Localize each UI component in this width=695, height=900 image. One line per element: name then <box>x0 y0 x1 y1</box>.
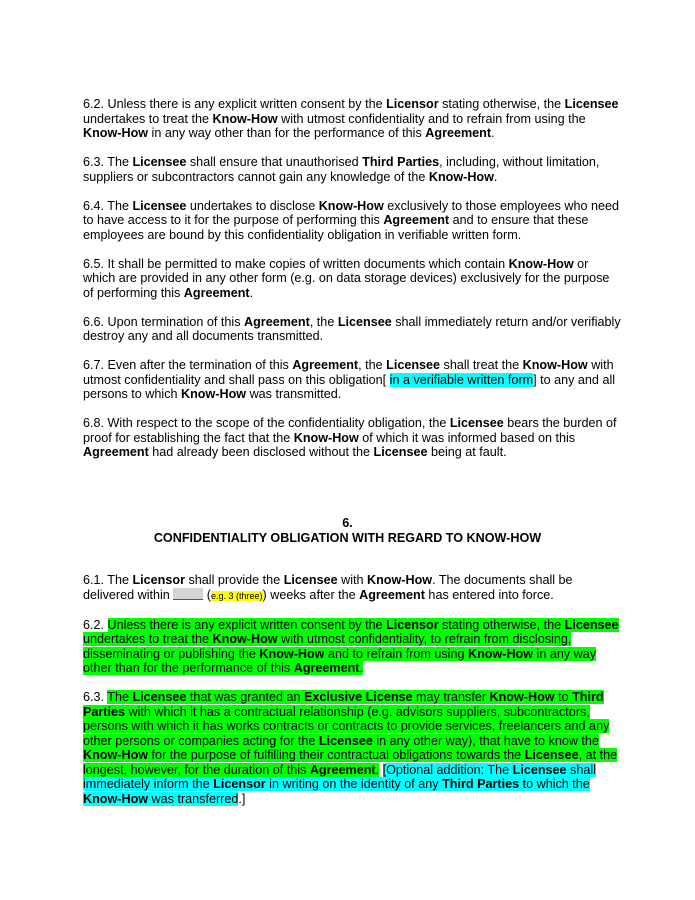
defined-term: Licensee <box>373 445 428 459</box>
text-run: 6.3. <box>83 690 108 704</box>
section-title: CONFIDENTIALITY OBLIGATION WITH REGARD TO KNOW-HOW <box>153 531 542 545</box>
text-run: and to ensure that these employees are bound by this confidentiality obligation in verifiable written form. <box>83 213 589 242</box>
clause-paragraph <box>83 315 623 344</box>
green-highlight-term: Know-How <box>83 748 149 762</box>
defined-term: Know-How <box>367 573 433 587</box>
green-highlight-term: Know-How <box>467 646 534 661</box>
defined-term: Licensee <box>386 358 441 372</box>
green-highlight-text: undertakes to treat the <box>83 632 213 646</box>
defined-term: Know-How <box>293 430 359 445</box>
cyan-highlight-term: Third Parties <box>442 777 520 791</box>
defined-term: Agreement <box>83 445 149 459</box>
clause-paragraph <box>83 573 623 603</box>
defined-term: Agreement <box>183 285 250 300</box>
text-run: was transmitted. <box>246 387 342 401</box>
clause-paragraph <box>83 618 623 676</box>
text-run: in any way other than for the performance of this <box>148 126 426 140</box>
defined-term: Know-How <box>508 256 574 271</box>
text-run: shall ensure that unauthorised <box>186 155 363 169</box>
text-run: , including, without limitation, suppliers or subcontractors cannot gain any knowledge of the <box>83 155 600 184</box>
defined-term: Licensee <box>337 314 392 329</box>
green-highlight-text: with utmost confidentiality, to refrain from disclosing, disseminating or publishing the <box>83 632 572 661</box>
cyan-highlight-text: shall immediately inform the <box>83 762 596 791</box>
cyan-highlight-text: was transferred <box>148 791 239 806</box>
green-highlight-text: may transfer <box>412 690 490 704</box>
text-run: ( <box>203 587 212 602</box>
cyan-highlight-term: Licensee <box>512 762 567 777</box>
green-highlight-text: and to refrain from using <box>324 646 468 661</box>
cyan-highlight-term: Licensor <box>213 777 266 791</box>
clause-paragraph <box>83 690 623 806</box>
green-highlight-term: Agreement <box>293 661 360 675</box>
green-highlight-term: Know-How <box>259 646 325 661</box>
defined-term: Know-How <box>318 198 384 213</box>
text-run: ) weeks after the <box>262 587 360 602</box>
text-run: of which it was informed based on this <box>358 430 576 445</box>
text-run: 6.5. It shall be permitted to make copies of written documents which contain <box>83 256 509 271</box>
text-run: .] <box>238 791 246 806</box>
green-highlight-text: that was granted an <box>186 690 305 704</box>
section-a <box>83 97 623 460</box>
defined-term: Know-How <box>428 169 494 184</box>
section-b <box>83 573 623 806</box>
text-run: 6.3. The <box>83 155 133 169</box>
clause-paragraph <box>83 155 623 184</box>
cyan-highlight-text: to which the <box>519 777 590 791</box>
text-run: 6.2. <box>83 617 108 632</box>
clause-paragraph <box>83 358 623 402</box>
cyan-highlight-text: in writing on the identity of any <box>265 777 443 791</box>
text-run: 6.4. The <box>83 198 133 213</box>
defined-term: Licensee <box>564 97 619 111</box>
yellow-highlight-text: e.g. 3 (three) <box>211 590 263 601</box>
text-run: shall immediately return and/or verifiably destroy any and all documents transmitted. <box>83 314 621 343</box>
clause-paragraph <box>83 199 623 243</box>
green-highlight-text: stating otherwise, the <box>438 617 565 632</box>
text-run: shall provide the <box>184 573 284 587</box>
green-highlight-term: Licensor <box>386 617 439 632</box>
text-run: 6.8. With respect to the scope of the confidentiality obligation, the <box>83 416 450 430</box>
green-highlight-term: Third Parties <box>83 690 604 719</box>
text-run: 6.6. Upon termination of this <box>83 314 245 329</box>
text-run: exclusively to those employees who need to have access to it for the purpose of performing this <box>83 198 619 227</box>
green-highlight-text: , at the longest, however, for the duration of this <box>83 748 618 777</box>
clause-paragraph <box>83 416 623 460</box>
green-highlight-text: . <box>375 762 380 777</box>
green-highlight-text: The <box>107 690 133 704</box>
defined-term: Licensee <box>283 573 338 587</box>
defined-term: Licensor <box>132 573 185 587</box>
green-highlight-text: in any way other than for the performance of this <box>83 646 597 675</box>
text-run: 6.1. The <box>83 573 133 587</box>
defined-term: Licensor <box>386 97 439 111</box>
text-run: 6.2. Unless there is any explicit written consent by the <box>83 97 387 111</box>
text-run: had already been disclosed without the <box>148 445 374 459</box>
defined-term: Licensee <box>449 416 504 430</box>
text-run: undertakes to treat the <box>83 111 213 126</box>
text-run: . <box>491 126 495 140</box>
green-highlight-term: Exclusive License <box>304 690 413 704</box>
text-run: undertakes to disclose <box>186 198 319 213</box>
text-run: , the <box>309 314 338 329</box>
text-run: . <box>249 285 254 300</box>
green-highlight-term: Agreement <box>309 762 376 777</box>
text-run: . The documents shall be delivered within <box>83 573 573 602</box>
defined-term: Agreement <box>292 358 359 372</box>
defined-term: Know-How <box>83 126 149 140</box>
defined-term: Agreement <box>425 126 492 140</box>
text-run: being at fault. <box>427 445 507 459</box>
green-highlight-term: Know-How <box>212 632 278 646</box>
text-run: has entered into force. <box>424 587 554 602</box>
green-highlight-term: Know-How <box>489 690 555 704</box>
text-run: , the <box>358 358 387 372</box>
text-run: with <box>337 573 368 587</box>
cyan-highlight-text: [Optional addition: The <box>382 762 513 777</box>
defined-term: Licensee <box>132 155 187 169</box>
text-run: bears the burden of proof for establishing the fact that the <box>83 416 617 445</box>
clause-paragraph <box>83 97 623 141</box>
text-run: stating otherwise, the <box>438 97 565 111</box>
green-highlight-text: . <box>359 661 364 675</box>
defined-term: Agreement <box>383 213 450 227</box>
defined-term: Agreement <box>244 314 310 329</box>
defined-term: Know-How <box>212 111 278 126</box>
green-highlight-term: Licensee <box>132 690 187 704</box>
green-highlight-text: in any other way), that have to know the <box>372 733 599 748</box>
green-highlight-text: to <box>554 690 573 704</box>
text-run: shall treat the <box>440 358 523 372</box>
text-run: ] to any and all persons to which <box>83 372 616 401</box>
green-highlight-text: for the purpose of fulfilling their contractual obligations towards the <box>148 748 525 762</box>
defined-term: Licensee <box>132 198 187 213</box>
text-run: 6.7. Even after the termination of this <box>83 358 293 372</box>
defined-term: Know-How <box>181 387 247 401</box>
blank-input-field[interactable] <box>173 588 203 600</box>
text-run: with utmost confidentiality and to refrain from using the <box>277 111 586 126</box>
clause-paragraph <box>83 257 623 301</box>
text-run: or which are provided in any other form (e.g. on data storage devices) exclusively for the purpose of performing this <box>83 256 610 300</box>
green-highlight-text: with which it has a contractual relationship (e.g. advisors suppliers, subcontractors, persons with which it has works contracts or contracts to provide services, freelancers and any other persons or companies acting for the <box>83 704 610 748</box>
green-highlight-term: Licensee <box>318 733 373 748</box>
section-number: 6. <box>342 516 353 530</box>
defined-term: Know-How <box>522 358 588 372</box>
text-run: with utmost confidentiality and shall pass on this obligation[ <box>83 358 614 387</box>
defined-term: Third Parties <box>362 155 440 169</box>
green-highlight-term: Licensee <box>564 617 619 632</box>
cyan-highlight-term: Know-How <box>83 791 149 806</box>
text-run: . <box>493 169 498 184</box>
green-highlight-text: Unless there is any explicit written consent by the <box>107 617 387 632</box>
cyan-highlight-text: in a verifiable written form <box>389 372 534 387</box>
green-highlight-term: Licensee <box>524 748 579 762</box>
defined-term: Agreement <box>359 587 425 602</box>
